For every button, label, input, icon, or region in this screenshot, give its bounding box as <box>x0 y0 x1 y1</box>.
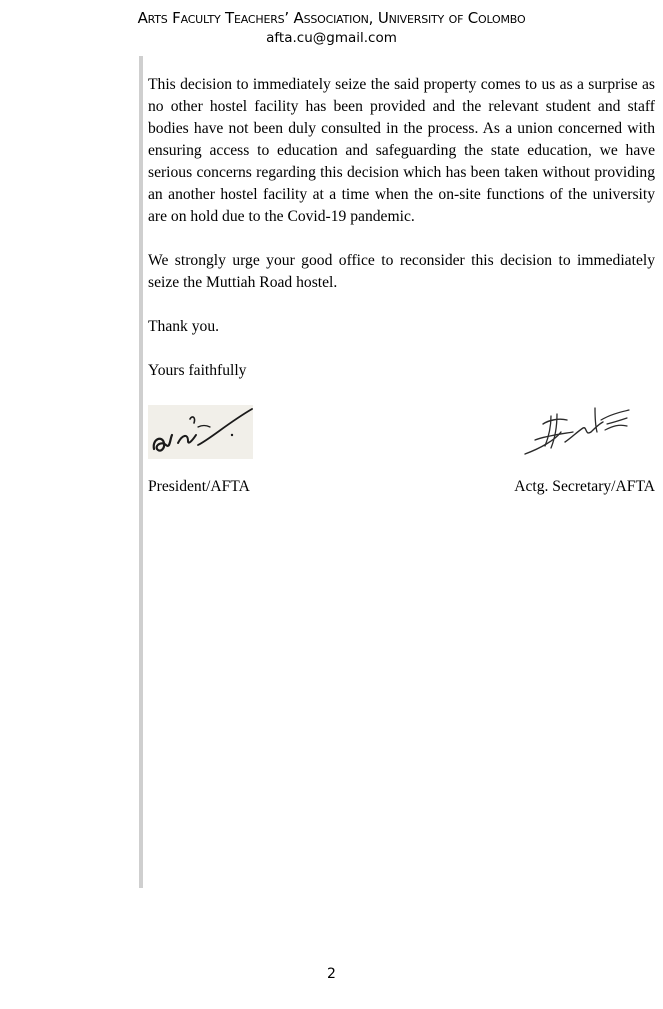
organization-name: Arts Faculty Teachers’ Association, University of Colombo <box>137 9 526 27</box>
secretary-title: Actg. Secretary/AFTA <box>514 478 655 495</box>
closing-line: Yours faithfully <box>148 362 247 379</box>
page-number: 2 <box>327 966 336 982</box>
secretary-signature <box>521 402 633 460</box>
paragraph-request: We strongly urge your good office to reconsider this decision to immediately seize the Muttiah Road hostel. <box>148 252 655 291</box>
letterhead <box>0 8 663 48</box>
thanks-line: Thank you. <box>148 318 220 335</box>
president-signature <box>148 405 253 459</box>
president-title: President/AFTA <box>148 478 250 495</box>
letter-body <box>148 74 655 404</box>
signature-block <box>148 402 655 462</box>
organization-email: afta.cu@gmail.com <box>266 30 397 46</box>
left-margin-rule <box>139 56 143 888</box>
paragraph-concern: This decision to immediately seize the said property comes to us as a surprise as no other hostel facility has been provided and the relevant student and staff bodies have not been duly consulted in the process. As a union concerned with ensuring access to education and safeguarding the state education, we have serious concerns regarding this decision which has been taken without providing an another hostel facility at a time when the on-site functions of the university are on hold due to the Covid-19 pandemic. <box>148 76 655 225</box>
